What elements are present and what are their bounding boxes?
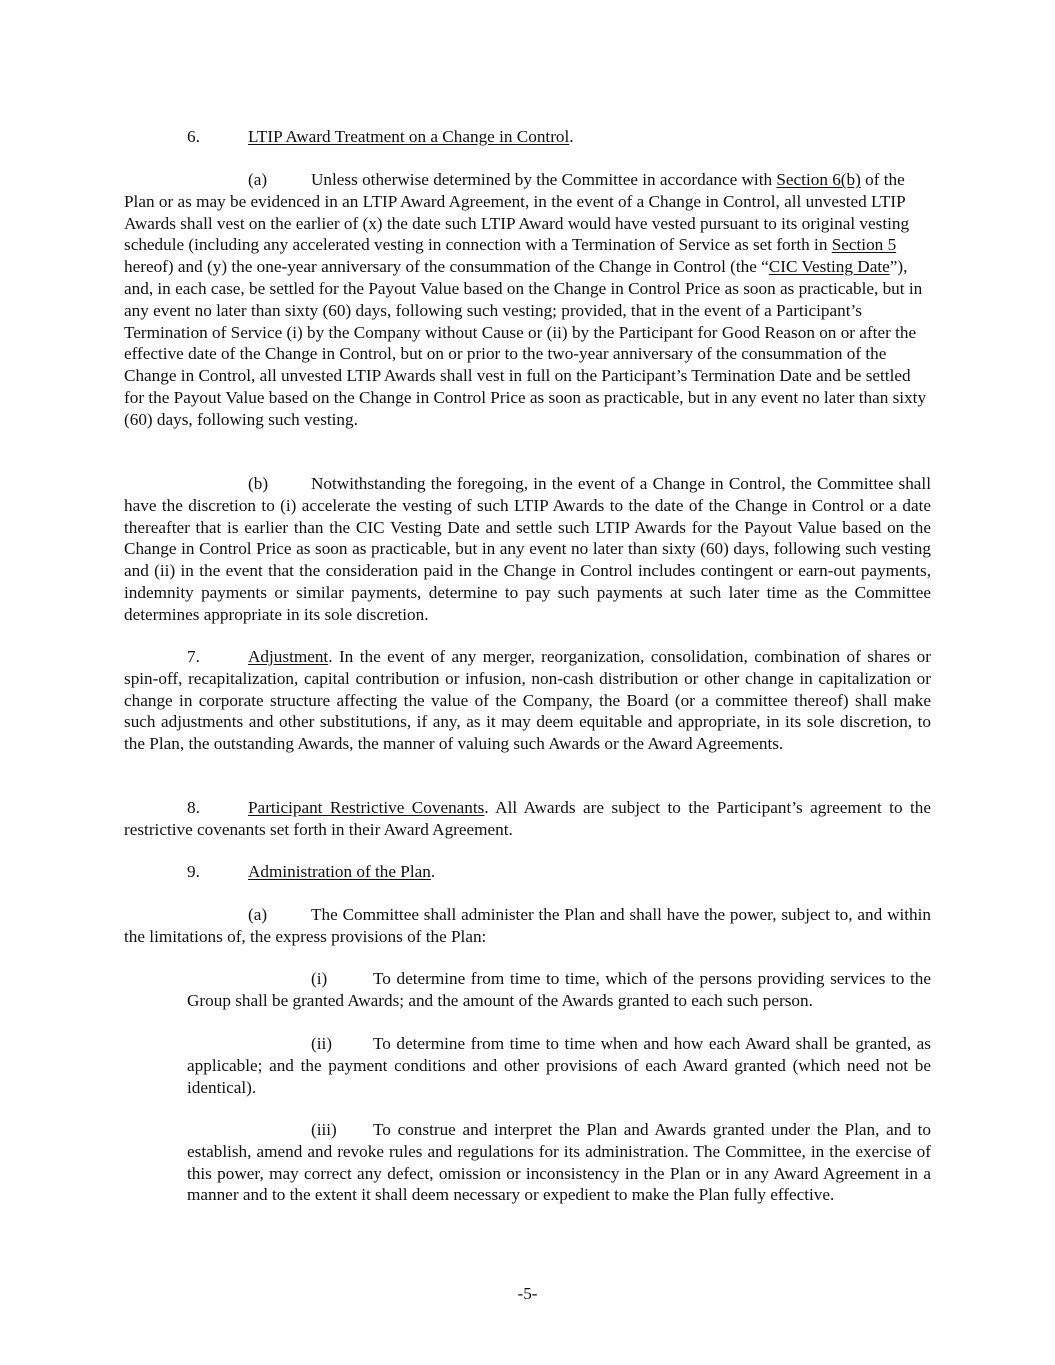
section-9a-i-text: To determine from time to time, which of the persons providing services to the Group shall be granted Awards; and the amount of the Awards granted to each such person. — [187, 969, 931, 1010]
section-6-title-end: . — [569, 127, 574, 146]
section-9-heading — [187, 861, 887, 883]
section-9a-i-label: (i) — [311, 969, 328, 988]
section-7-number: 7. — [187, 647, 200, 666]
section-7-text: . In the event of any merger, reorganization, consolidation, combination of shares or spin-off, recapitalization, capital contribution or infusion, non-cash distribution or other change in capitalization or change in corporate structure affecting the value of the Company, the Board (or a committee thereof) shall make such adjustments and other substitutions, if any, as it may deem equitable and appropriate, in its sole discretion, to the Plan, the outstanding Awards, the manner of valuing such Awards or the Award Agreements. — [124, 647, 931, 754]
section-8-title: Participant Restrictive Covenants — [248, 798, 485, 817]
section-8-text: . All Awards are subject to the Participant’s agreement to the restrictive covenants set forth in their Award Agreement. — [124, 798, 931, 839]
section-9a-paragraph — [124, 904, 931, 948]
section-9-number: 9. — [187, 862, 200, 881]
section-6-number: 6. — [187, 127, 200, 146]
section-8-paragraph — [124, 797, 931, 841]
section-6a-text-4: ”), and, in each case, be settled for the Payout Value based on the Change in Control Price as soon as practicable, but in any event no later than sixty (60) days, following such vesting; provided, that in the event of a Participant’s Termination of Service (i) by the Company without Cause or (ii) by the Participant for Good Reason on or after the effective date of the Change in Control, but on or prior to the two-year anniversary of the consummation of the Change in Control, all unvested LTIP Awards shall vest in full on the Participant’s Termination Date and be settled for the Payout Value based on the Change in Control Price as soon as practicable, but in any event no later than sixty (60) days, following such vesting. — [124, 257, 927, 429]
section-6b-reference: Section 6(b) — [776, 170, 861, 189]
section-8-number: 8. — [187, 798, 200, 817]
section-5-reference: Section 5 — [831, 235, 897, 255]
section-7-title: Adjustment — [248, 647, 329, 666]
section-6a-text-1: Unless otherwise determined by the Committee in accordance with — [311, 170, 777, 189]
cic-vesting-date-term: CIC Vesting Date — [768, 257, 890, 277]
section-9-title-end: . — [430, 862, 436, 881]
page-number: -5- — [517, 1284, 538, 1303]
section-6-heading — [187, 126, 887, 148]
section-9a-text: The Committee shall administer the Plan and shall have the power, subject to, and within the limitations of, the express provisions of the Plan: — [124, 905, 931, 946]
section-9-title: Administration of the Plan — [248, 862, 431, 881]
section-9a-iii-text: To construe and interpret the Plan and Awards granted under the Plan, and to establish, amend and revoke rules and regulations for its administration. The Committee, in the exercise of this power, may correct any defect, omission or inconsistency in the Plan or in any Award Agreement in a manner and to the extent it shall deem necessary or expedient to make the Plan fully effective. — [187, 1120, 931, 1205]
section-6a-paragraph — [124, 169, 931, 431]
section-6a-label: (a) — [248, 170, 268, 189]
section-9a-iii-paragraph — [187, 1119, 931, 1206]
section-7-paragraph — [124, 646, 931, 755]
section-6-title: LTIP Award Treatment on a Change in Control — [248, 127, 570, 146]
section-6b-label: (b) — [248, 474, 269, 493]
section-6b-text: Notwithstanding the foregoing, in the event of a Change in Control, the Committee shall have the discretion to (i) accelerate the vesting of such LTIP Awards to the date of the Change in Control or a date thereafter that is earlier than the CIC Vesting Date and settle such LTIP Awards for the Payout Value based on the Change in Control Price as soon as practicable, but in any event no later than sixty (60) days, following such vesting and (ii) in the event that the consideration paid in the Change in Control includes contingent or earn-out payments, indemnity payments or similar payments, determine to pay such payments at such later time as the Committee determines appropriate in its sole discretion. — [124, 474, 931, 624]
section-9a-iii-label: (iii) — [311, 1120, 337, 1139]
section-9a-ii-paragraph — [187, 1033, 931, 1098]
section-6a-text-2: of the Plan or as may be evidenced in an LTIP Award Agreement, in the event of a Change in Control, all unvested LTIP Awards shall vest on the earlier of (x) the date such LTIP Award would have vested pursuant to its original vesting schedule (including any accelerated vesting in connection with a Termination of Service as set forth in — [124, 170, 910, 255]
section-9a-i-paragraph — [187, 968, 931, 1012]
section-6b-paragraph — [124, 473, 931, 626]
section-9a-ii-label: (ii) — [311, 1034, 332, 1053]
section-6a-text-3: hereof) and (y) the one-year anniversary of the consummation of the Change in Control (the “ — [124, 257, 769, 277]
section-9a-ii-text: To determine from time to time when and how each Award shall be granted, as applicable; and the payment conditions and other provisions of each Award granted (which need not be identical). — [187, 1034, 931, 1097]
section-9a-label: (a) — [248, 905, 268, 924]
